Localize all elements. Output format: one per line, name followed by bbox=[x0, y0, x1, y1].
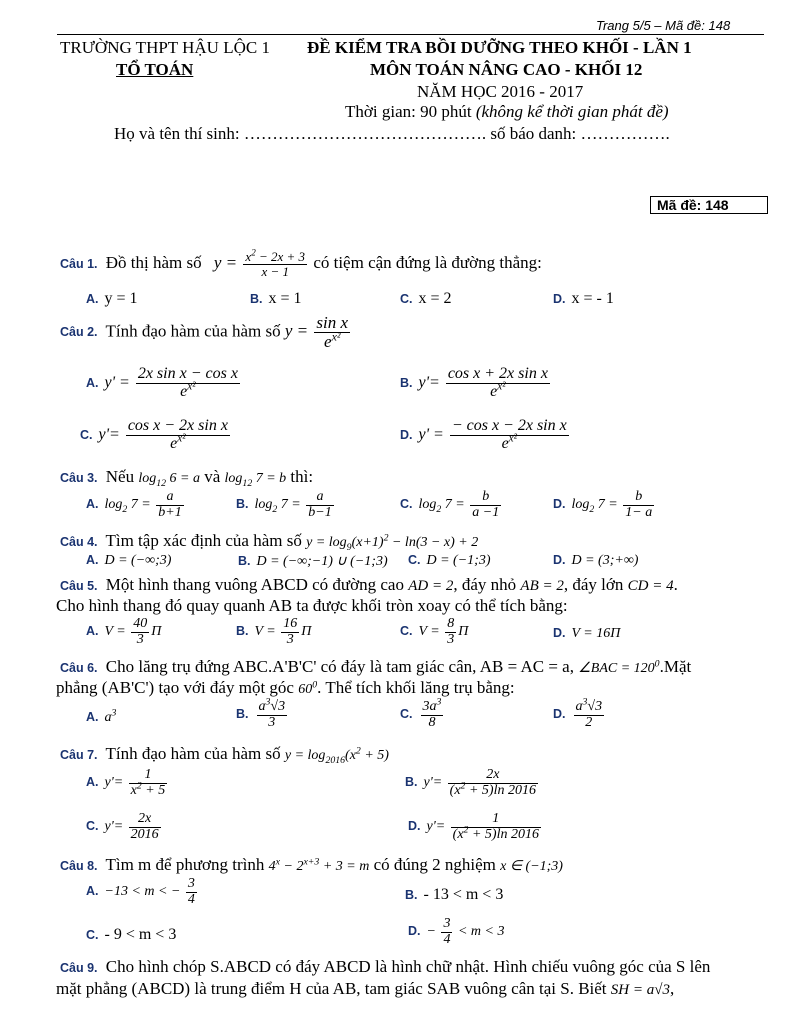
question-text-line2: Cho hình thang đó quay quanh AB ta được khối tròn xoay có thể tích bằng: bbox=[56, 596, 568, 615]
header-rule bbox=[57, 34, 764, 35]
question-label: Câu 5. bbox=[60, 579, 98, 593]
question-label: Câu 3. bbox=[60, 471, 98, 485]
question-8: Câu 8. Tìm m để phương trình $4^x - 2^{x+3} + 3 = m$ có đúng 2 nghiệm x ∈ (−1;3) bbox=[60, 855, 563, 874]
option-a[interactable]: A. y'= $\frac{1}{x^2 + 5}$ bbox=[86, 767, 166, 798]
question-2 bbox=[60, 314, 352, 351]
question-9-line2: mặt phẳng (ABCD) là trung điểm H của AB, tam giác SAB vuông cân tại S. Biết SH = a√3, bbox=[56, 979, 675, 998]
exam-title: ĐỀ KIỂM TRA BỒI DƯỠNG THEO KHỐI - LẦN 1 bbox=[307, 38, 692, 57]
candidate-info-line: Họ và tên thí sinh: ……………………………………. số báo danh: ……………. bbox=[114, 124, 670, 143]
question-label: Câu 2. bbox=[60, 325, 98, 340]
school-year: NĂM HỌC 2016 - 2017 bbox=[417, 82, 584, 101]
option-a[interactable]: A. $\log_2 7$ = $\frac{a}{b+1}$ bbox=[86, 489, 182, 520]
option-c[interactable]: C. D = (−1;3) bbox=[408, 553, 491, 568]
question-4: Câu 4. Tìm tập xác định của hàm số $y = \log_9(x+1)^2 - \ln(3 - x) + 2$ bbox=[60, 531, 479, 553]
question-3: Câu 3. Nếu $\log_{12} 6 = a$ và $\log_{12} 7 = b$ thì: bbox=[60, 467, 314, 489]
page-info: Trang 5/5 – Mã đề: 148 bbox=[596, 18, 731, 33]
option-d[interactable]: D. D = (3;+∞) bbox=[553, 553, 639, 568]
school-name: TRƯỜNG THPT HẬU LỘC 1 bbox=[60, 38, 270, 57]
question-text: Đồ thị hàm số bbox=[105, 253, 202, 273]
question-label: Câu 6. bbox=[60, 661, 98, 675]
option-c[interactable]: C. - 9 < m < 3 bbox=[86, 926, 177, 943]
option-c[interactable]: C. V = $\frac{8}{3}$ Π bbox=[400, 616, 469, 647]
question-label: Câu 8. bbox=[60, 859, 98, 873]
option-a[interactable]: A. y = 1 bbox=[86, 290, 138, 307]
question-text: có tiệm cận đứng là đường thẳng: bbox=[313, 253, 542, 273]
question-7: Câu 7. Tính đạo hàm của hàm số $y = \log_{2016}(x^2 + 5)$ bbox=[60, 744, 389, 766]
question-1 bbox=[60, 247, 542, 279]
option-c[interactable]: C. y'= $\frac{\text{cos x − 2x sin x}}{e^{x^2}}$ bbox=[80, 417, 228, 452]
question-label: Câu 9. bbox=[60, 961, 98, 975]
option-a[interactable]: A. D = (−∞;3) bbox=[86, 553, 172, 568]
question-label: Câu 7. bbox=[60, 748, 98, 762]
option-d[interactable]: D. $\frac{a^3√3}{2}$ bbox=[553, 696, 603, 730]
formula: y = $\frac{\text{sin x}}{e^{x^2}}$ bbox=[284, 313, 349, 351]
question-9: Câu 9. Cho hình chóp S.ABCD có đáy ABCD là hình chữ nhật. Hình chiếu vuông góc của S lên bbox=[60, 957, 711, 976]
question-6: Câu 6. Cho lăng trụ đứng ABC.A'B'C' có đáy là tam giác cân, AB = AC = a, ∠BAC = $120^0.Mặt$ bbox=[60, 657, 692, 676]
option-d[interactable]: D. y' = $\frac{\text{− cos x − 2x sin x}}{e^{x^2}}$ bbox=[400, 417, 567, 452]
formula: y = $\frac{x^2 - 2x + 3}{x - 1}$ bbox=[213, 247, 306, 279]
option-a[interactable]: A. −13 < m < − $\frac{3}{4}$ bbox=[86, 876, 195, 907]
option-b[interactable]: B. y'= $\frac{\text{cos x + 2x sin x}}{e^{x^2}}$ bbox=[400, 365, 548, 400]
department-name: TỔ TOÁN bbox=[116, 60, 194, 79]
option-a[interactable]: A. y' = $\frac{\text{2x sin x − cos x}}{e^{x^2}}$ bbox=[86, 365, 238, 400]
question-text: Tính đạo hàm của hàm số bbox=[105, 321, 281, 341]
option-b[interactable]: B. V = $\frac{16}{3}$ Π bbox=[236, 616, 312, 647]
option-b[interactable]: B. y'= $\frac{2x}{(x^2 + 5)\ln 2016}$ bbox=[405, 767, 536, 798]
question-label: Câu 1. bbox=[60, 257, 98, 272]
option-c[interactable]: C. $\log_2 7$ = $\frac{b}{a -1}$ bbox=[400, 489, 500, 520]
exam-code-box: Mã đề: 148 bbox=[650, 196, 768, 214]
option-b[interactable]: B. - 13 < m < 3 bbox=[405, 886, 504, 903]
question-5: Câu 5. Một hình thang vuông ABCD có đường cao AD = 2, đáy nhỏ AB = 2, đáy lớn CD = 4. bbox=[60, 575, 678, 594]
question-6-line2: phẳng (AB'C') tạo với đáy một góc $60^0$. Thể tích khối lăng trụ bằng: bbox=[56, 678, 515, 697]
time-label: Thời gian: 90 phút bbox=[345, 102, 472, 121]
exam-time bbox=[345, 102, 669, 122]
option-d[interactable]: D. y'= $\frac{1}{(x^2 + 5)\ln 2016}$ bbox=[408, 811, 539, 842]
option-d[interactable]: D. $\log_2 7$ = $\frac{b}{1- a}$ bbox=[553, 489, 653, 520]
exam-subject: MÔN TOÁN NÂNG CAO - KHỐI 12 bbox=[370, 60, 643, 79]
option-c[interactable]: C. x = 2 bbox=[400, 290, 452, 307]
option-d[interactable]: D. V = 16Π bbox=[553, 626, 621, 641]
option-a[interactable]: A. $a^3$ bbox=[86, 707, 117, 725]
option-b[interactable]: B. x = 1 bbox=[250, 290, 302, 307]
question-label: Câu 4. bbox=[60, 535, 98, 549]
time-note: (không kể thời gian phát đề) bbox=[475, 102, 669, 121]
option-c[interactable]: C. y'= $\frac{2x}{2016}$ bbox=[86, 811, 159, 842]
option-d[interactable]: D. − $\frac{3}{4}$ < m < 3 bbox=[408, 916, 505, 947]
option-a[interactable]: A. V = $\frac{40}{3}$ Π bbox=[86, 616, 162, 647]
option-b[interactable]: B. $\log_2 7$ = $\frac{a}{b-1}$ bbox=[236, 489, 332, 520]
option-b[interactable]: B. $\frac{a^3√3}{3}$ bbox=[236, 696, 286, 730]
option-b[interactable]: B. D = (−∞;−1) ∪ (−1;3) bbox=[238, 554, 388, 569]
option-c[interactable]: C. $\frac{3a^3}{8}$ bbox=[400, 696, 442, 730]
option-d[interactable]: D. x = - 1 bbox=[553, 290, 614, 307]
